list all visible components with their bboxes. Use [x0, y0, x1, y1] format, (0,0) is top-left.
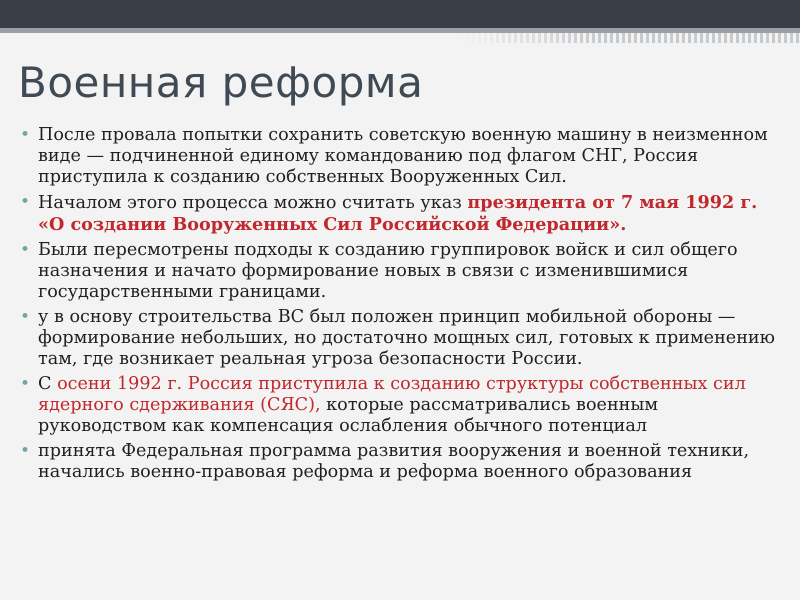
- bullet-list: [18, 125, 778, 487]
- bullet-icon: •: [20, 374, 31, 394]
- bullet-item: [18, 307, 778, 370]
- bullet-text: которые рассматривались военным руководством как компенсация ослабления обычного потенциал: [38, 395, 659, 436]
- bullet-icon: •: [20, 240, 31, 260]
- bullet-highlight: осени 1992 г. Россия приступила к созданию структуры собственных сил ядерного сдерживания (СЯС),: [38, 374, 746, 415]
- bullet-highlight: президента от 7 мая 1992 г. «О создании Вооруженных Сил Российской Федерации».: [38, 192, 758, 235]
- bullet-text: Были пересмотрены подходы к созданию группировок войск и сил общего назначения и начато формирование новых в связи с изменившимися государственными границами.: [38, 240, 738, 302]
- bullet-text: принята Федеральная программа развития вооружения и военной техники, начались военно-правовая реформа и реформа военного образования: [38, 441, 750, 482]
- bullet-text: Началом этого процесса можно считать указ: [38, 193, 468, 213]
- decorative-stripes-fade: [460, 33, 800, 43]
- bullet-item: [18, 374, 778, 437]
- bullet-item: [18, 125, 778, 188]
- bullet-item: [18, 240, 778, 303]
- bullet-icon: •: [20, 192, 31, 212]
- bullet-item: [18, 441, 778, 483]
- bullet-item: [18, 192, 778, 236]
- bullet-icon: •: [20, 307, 31, 327]
- top-banner-dark: [0, 0, 800, 28]
- bullet-text: С: [38, 374, 58, 394]
- bullet-icon: •: [20, 441, 31, 461]
- bullet-icon: •: [20, 125, 31, 145]
- bullet-text: После провала попытки сохранить советскую военную машину в неизменном виде — подчиненной единому командованию под флагом СНГ, Россия приступила к созданию собственных Вооруженных Сил.: [38, 125, 768, 187]
- bullet-text: у в основу строительства ВС был положен принцип мобильной обороны — формирование небольших, но достаточно мощных сил, готовых к применению там, где возникает реальная угроза безопасности России.: [38, 307, 775, 369]
- slide-title: Военная реформа: [18, 58, 424, 107]
